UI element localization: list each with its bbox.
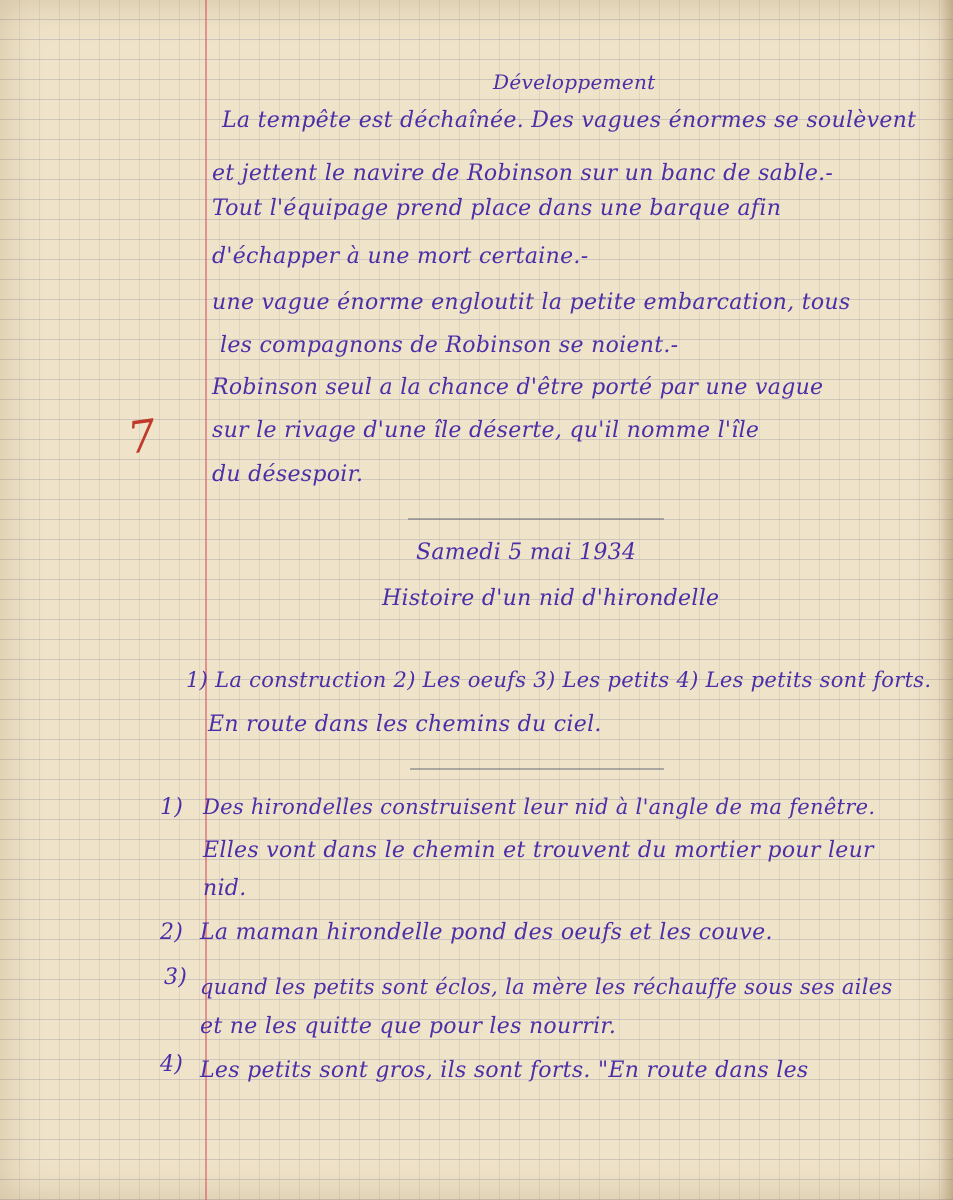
outline-line: 1) La construction 2) Les oeufs 3) Les petits 4) Les petits sont forts. <box>186 668 932 692</box>
outline-line: En route dans les chemins du ciel. <box>208 712 602 737</box>
paragraph-line: Robinson seul a la chance d'être porté par une vague <box>212 375 824 400</box>
paragraph-line: les compagnons de Robinson se noient.- <box>220 333 679 358</box>
paragraph-line: sur le rivage d'une île déserte, qu'il nomme l'île <box>212 418 760 443</box>
item-number: 4) <box>160 1052 184 1077</box>
paragraph-line: Tout l'équipage prend place dans une barque afin <box>212 196 782 221</box>
separator-line <box>410 768 664 770</box>
date-heading: Samedi 5 mai 1934 <box>416 540 637 565</box>
page-edge-shadow <box>939 0 953 1200</box>
item-line: Les petits sont gros, ils sont forts. "En route dans les <box>200 1058 809 1083</box>
story-title: Histoire d'un nid d'hirondelle <box>382 586 720 611</box>
item-line: et ne les quitte que pour les nourrir. <box>200 1014 617 1039</box>
item-line: Elles vont dans le chemin et trouvent du mortier pour leur <box>203 838 874 863</box>
item-line: nid. <box>203 876 247 901</box>
paragraph-line: et jettent le navire de Robinson sur un banc de sable.- <box>212 161 834 186</box>
item-number: 1) <box>160 795 184 820</box>
paragraph-line: d'échapper à une mort certaine.- <box>212 244 589 269</box>
item-number: 2) <box>160 920 184 945</box>
item-line: quand les petits sont éclos, la mère les réchauffe sous ses ailes <box>200 975 893 999</box>
item-number: 3) <box>164 965 188 990</box>
item-line: Des hirondelles construisent leur nid à l'angle de ma fenêtre. <box>203 795 876 819</box>
section-title: Développement <box>493 70 656 94</box>
paragraph-line: du désespoir. <box>212 462 364 487</box>
separator-line <box>408 518 664 520</box>
item-line: La maman hirondelle pond des oeufs et les couve. <box>200 920 773 945</box>
paragraph-line: une vague énorme engloutit la petite embarcation, tous <box>212 290 851 315</box>
grade-mark: 7 <box>124 410 160 465</box>
paragraph-line: La tempête est déchaînée. Des vagues énormes se soulèvent <box>222 108 917 133</box>
